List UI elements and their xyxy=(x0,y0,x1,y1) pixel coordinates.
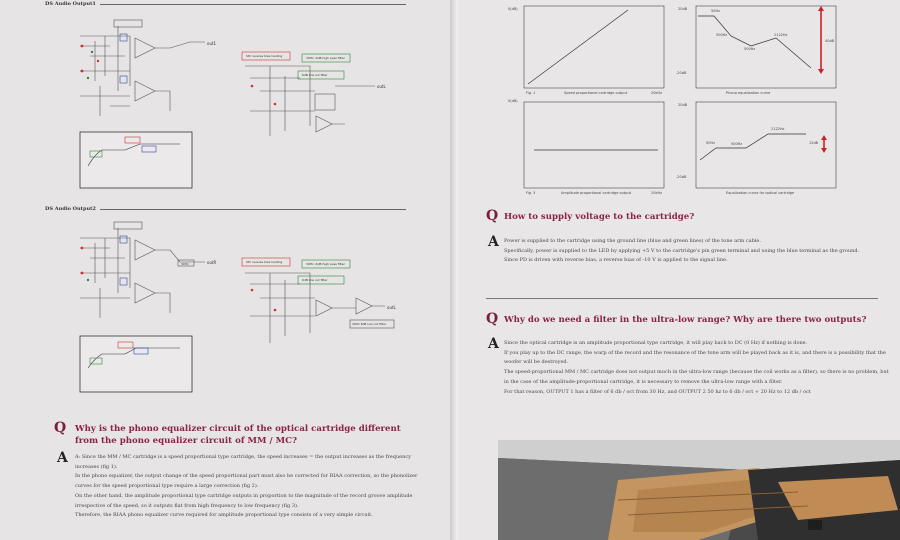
g2-t3: 2122Hz xyxy=(774,33,788,37)
hp1b-label: Sth reverse bias loading xyxy=(246,260,283,264)
a1-p3: Since PD is driven with reverse bias, a reverse bias of -10 V is applied to the signal line. xyxy=(504,257,728,264)
g3-xright: 20kHz xyxy=(651,191,662,195)
outR-label: outR xyxy=(207,260,217,265)
a1-p2: Specifically, power is supplied to the LED by applying +5 V to the cartridge's pin green terminal and using the blue terminal as the ground. xyxy=(504,247,860,254)
q1-text: How to supply voltage to the cartridge? xyxy=(504,212,695,222)
page-gutter xyxy=(450,0,458,540)
section1-rule xyxy=(100,4,406,5)
g4-yb: -20dB xyxy=(676,175,687,179)
a2-p4: For that reason, OUTPUT 1 has a filter of 6 db / oct from 30 Hz, and OUTPUT 2 50 hz to 6 db / oct + 20 Hz to 12 db / oct xyxy=(504,388,811,395)
g1-xleft: Fig. 1 xyxy=(526,91,536,95)
outL-label: outL xyxy=(377,84,386,89)
a2-body xyxy=(504,339,889,397)
g3-caption: Amplitude proportional cartridge output xyxy=(561,191,632,195)
hp1-label: Sth reverse bias loading xyxy=(246,54,283,58)
q1-mark: Q xyxy=(486,208,499,224)
a1-p1: Power is supplied to the cartridge using the ground line (blue and green lines) of the tone arm cable. xyxy=(504,238,761,244)
answer-p2: In the phono equalizer, the output change of the speed proportional part must also be corrected for RIAA correction, so the phonolizer curves for the speed proportional type require a large correction (fig 2). xyxy=(75,473,418,490)
a2-mark: A xyxy=(488,336,499,352)
answer-p3: On the other hand, the amplitude proportional type cartridge outputs in proportion to the magnitude of the record groove amplitude irrespective of the speed, so it outputs flat from high frequency to low frequency (fig 3). xyxy=(75,492,413,509)
a-mark: A xyxy=(57,450,68,466)
q2-mark: Q xyxy=(486,311,499,327)
q2-text: Why do we need a filter in the ultra-low range? Why are there two outputs? xyxy=(504,315,867,325)
section1-title: DS Audio Output1 xyxy=(45,1,96,7)
g3-ylabel: 0(dB) xyxy=(508,99,518,103)
right-page xyxy=(458,0,900,540)
g1-xright: 20kHz xyxy=(651,91,662,95)
g2-caption: Phono equalization curve xyxy=(726,91,771,95)
a2-p1: Since the optical cartridge is an amplitude proportional type cartridge, it will play back to DC (0 Hz) if nothing is done. xyxy=(504,340,808,346)
answer-body xyxy=(75,453,420,521)
lp-label: 6dB low cut filter xyxy=(302,73,328,77)
g4-t3: 500Hz xyxy=(731,142,743,146)
g1-ylabel: 0(dB) xyxy=(508,7,518,11)
g2-yt: 20dB xyxy=(678,7,688,11)
g2-range: 40dB xyxy=(825,39,835,43)
g2-t2: 500Hz xyxy=(716,33,728,37)
section2-rule xyxy=(100,209,406,210)
g2-t4: 500Hz xyxy=(744,47,756,51)
g2-t1: 50Hz xyxy=(711,9,720,13)
filter30-label: 30Hz xyxy=(181,262,189,266)
divider-rule xyxy=(486,298,878,299)
g4-t2: 2122Hz xyxy=(771,127,785,131)
g4-range: 12dB xyxy=(809,141,819,145)
answer-p1: A: Since the MM / MC cartridge is a speed proportional type cartridge, the speed increases = the output increases as the frequency increases (fig 1). xyxy=(75,454,411,470)
g3-xleft: Fig. 3 xyxy=(526,191,536,195)
lpb-label: 6dB low cut filter xyxy=(302,278,328,282)
schematic-output1 xyxy=(70,16,420,191)
a1-body xyxy=(504,237,884,266)
a2-p2: If you play up to the DC range, the warp of the record and the resonance of the tone arm will be played back as it is, and there is a possibility that the woofer will be destroyed. xyxy=(504,349,886,366)
q-mark: Q xyxy=(54,420,67,436)
hp2-label: 30Hz -6dB high pass filter xyxy=(306,56,345,60)
equalizer-interior-photo xyxy=(498,440,900,540)
out-filter-label: 30Hz 6dB low cut filter xyxy=(352,322,387,326)
out1-label: out1 xyxy=(207,41,217,46)
outL2-label: outL xyxy=(387,305,396,310)
photo-drawing xyxy=(498,440,900,540)
a1-mark: A xyxy=(488,234,499,250)
answer-p4: Therefore, the RIAA phono equalizer curve required for amplitude proportional type consists of a very simple circuit. xyxy=(75,512,373,519)
g4-yt: 20dB xyxy=(678,103,688,107)
section2-title: DS Audio Output2 xyxy=(45,206,96,212)
a2-p3: The speed-proportional MM / MC cartridge does not output much in the ultra-low range (because the coil works as a filter), so there is no problem, but in the case of the amplitude-proportional cartridge, it is necessary to remove the ultra-low range with a filter. xyxy=(504,369,889,385)
hp2b-label: 30Hz -6dB high pass filter xyxy=(306,262,345,266)
g2-yb: -20dB xyxy=(676,71,687,75)
g1-caption: Speed proportional cartridge output xyxy=(564,91,628,95)
g4-caption: Equalization curve for optical cartridge xyxy=(726,191,795,195)
g4-t1: 50Hz xyxy=(706,141,715,145)
question-text: Why is the phono equalizer circuit of the optical cartridge different from the phono equalizer circuit of MM / MC? xyxy=(75,424,401,446)
schematic-output2 xyxy=(70,218,420,398)
frequency-graphs xyxy=(506,2,846,202)
